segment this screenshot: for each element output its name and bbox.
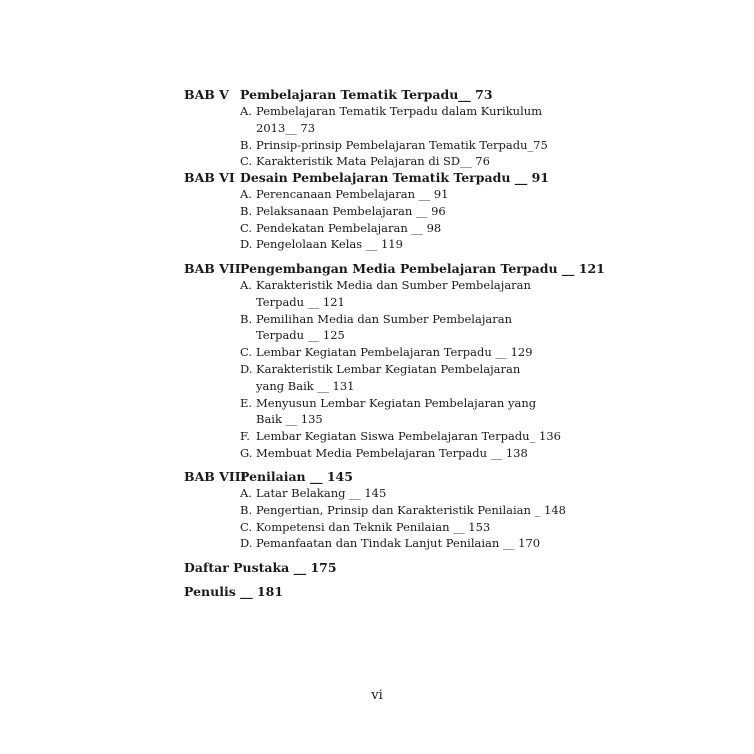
entry-text: Karakteristik Media dan Sumber Pembelajaran <box>256 278 531 292</box>
entry-text: Pelaksanaan Pembelajaran __ 96 <box>256 203 446 218</box>
entry-text-continued: Terpadu __ 125 <box>256 328 345 343</box>
chapter-bab-viii <box>184 468 724 552</box>
chapter-title: Penilaian __ 145 <box>240 469 353 484</box>
chapter-bab-v <box>184 86 724 170</box>
toc-entry <box>184 137 724 154</box>
toc-entry <box>184 395 724 429</box>
toc-entry <box>184 103 724 137</box>
toc-entry-bibliography: Daftar Pustaka __ 175 <box>184 560 337 575</box>
entry-letter: B. <box>240 203 253 218</box>
entry-text-continued: Baik __ 135 <box>256 412 323 427</box>
entry-text: Pengelolaan Kelas __ 119 <box>256 237 403 252</box>
entry-text: Perencanaan Pembelajaran __ 91 <box>256 187 449 201</box>
chapter-heading <box>184 260 724 277</box>
entry-text-continued: 2013__ 73 <box>256 120 316 135</box>
entry-letter: A. <box>240 104 252 118</box>
chapter-bab-vi <box>184 169 724 253</box>
toc-entry <box>184 445 724 462</box>
entry-letter: C. <box>240 154 253 169</box>
toc-entry <box>184 502 724 519</box>
chapter-title: Pengembangan Media Pembelajaran Terpadu __ 121 <box>240 261 605 276</box>
toc-entry <box>184 361 724 395</box>
entry-text: Lembar Kegiatan Siswa Pembelajaran Terpadu_ 136 <box>256 429 561 444</box>
toc-entry <box>184 186 724 203</box>
entry-letter: G. <box>240 445 253 460</box>
entry-letter: B. <box>240 311 253 326</box>
chapter-heading <box>184 169 724 186</box>
toc-entry <box>184 485 724 502</box>
entry-text: Prinsip-prinsip Pembelajaran Tematik Terpadu_75 <box>256 137 548 152</box>
entry-letter: C. <box>240 519 253 534</box>
entry-letter: A. <box>240 187 252 201</box>
entry-text: Lembar Kegiatan Pembelajaran Terpadu __ 129 <box>256 345 533 360</box>
toc-entry <box>184 519 724 536</box>
page-number: vi <box>371 688 383 703</box>
entry-text-continued: Terpadu __ 121 <box>256 294 345 309</box>
toc-entry <box>184 311 724 345</box>
chapter-label: BAB VII <box>184 261 241 276</box>
entry-text: Pembelajaran Tematik Terpadu dalam Kurikulum <box>256 104 543 118</box>
entry-letter: B. <box>240 137 253 152</box>
entry-text: Pengertian, Prinsip dan Karakteristik Penilaian _ 148 <box>256 502 566 517</box>
entry-text: Membuat Media Pembelajaran Terpadu __ 138 <box>256 445 528 460</box>
entry-text: Kompetensi dan Teknik Penilaian __ 153 <box>256 519 491 534</box>
entry-letter: D. <box>240 361 253 376</box>
chapter-heading <box>184 468 724 485</box>
entry-text: Pemilihan Media dan Sumber Pembelajaran <box>256 311 513 326</box>
toc-entry <box>184 428 724 445</box>
entry-letter: B. <box>240 502 253 517</box>
toc-entry <box>184 277 724 311</box>
entry-letter: E. <box>240 395 253 410</box>
entry-text-continued: yang Baik __ 131 <box>256 378 355 393</box>
entry-text: Pemanfaatan dan Tindak Lanjut Penilaian __ 170 <box>256 536 541 551</box>
toc-entry <box>184 203 724 220</box>
toc-entry <box>184 236 724 253</box>
chapter-label: BAB VIII <box>184 469 247 484</box>
entry-text: Latar Belakang __ 145 <box>256 486 387 500</box>
entry-text: Karakteristik Mata Pelajaran di SD__ 76 <box>256 154 490 169</box>
entry-letter: D. <box>240 237 253 252</box>
toc-entry <box>184 535 724 552</box>
chapter-title: Pembelajaran Tematik Terpadu__ 73 <box>240 87 493 102</box>
entry-text: Karakteristik Lembar Kegiatan Pembelajaran <box>256 361 521 376</box>
chapter-label: BAB V <box>184 87 229 102</box>
entry-letter: F. <box>240 429 250 444</box>
chapter-heading <box>184 86 724 103</box>
entry-letter: C. <box>240 345 253 360</box>
entry-letter: C. <box>240 220 253 235</box>
entry-letter: D. <box>240 536 253 551</box>
chapter-title: Desain Pembelajaran Tematik Terpadu __ 91 <box>240 170 550 185</box>
entry-letter: A. <box>240 278 252 292</box>
toc-entry <box>184 220 724 237</box>
toc-entry-author: Penulis __ 181 <box>184 584 284 599</box>
entry-letter: A. <box>240 486 252 500</box>
chapter-label: BAB VI <box>184 170 235 185</box>
entry-text: Pendekatan Pembelajaran __ 98 <box>256 220 442 235</box>
entry-text: Menyusun Lembar Kegiatan Pembelajaran yang <box>256 395 537 410</box>
toc-entry <box>184 153 724 170</box>
chapter-bab-vii <box>184 260 724 462</box>
toc-entry <box>184 344 724 361</box>
